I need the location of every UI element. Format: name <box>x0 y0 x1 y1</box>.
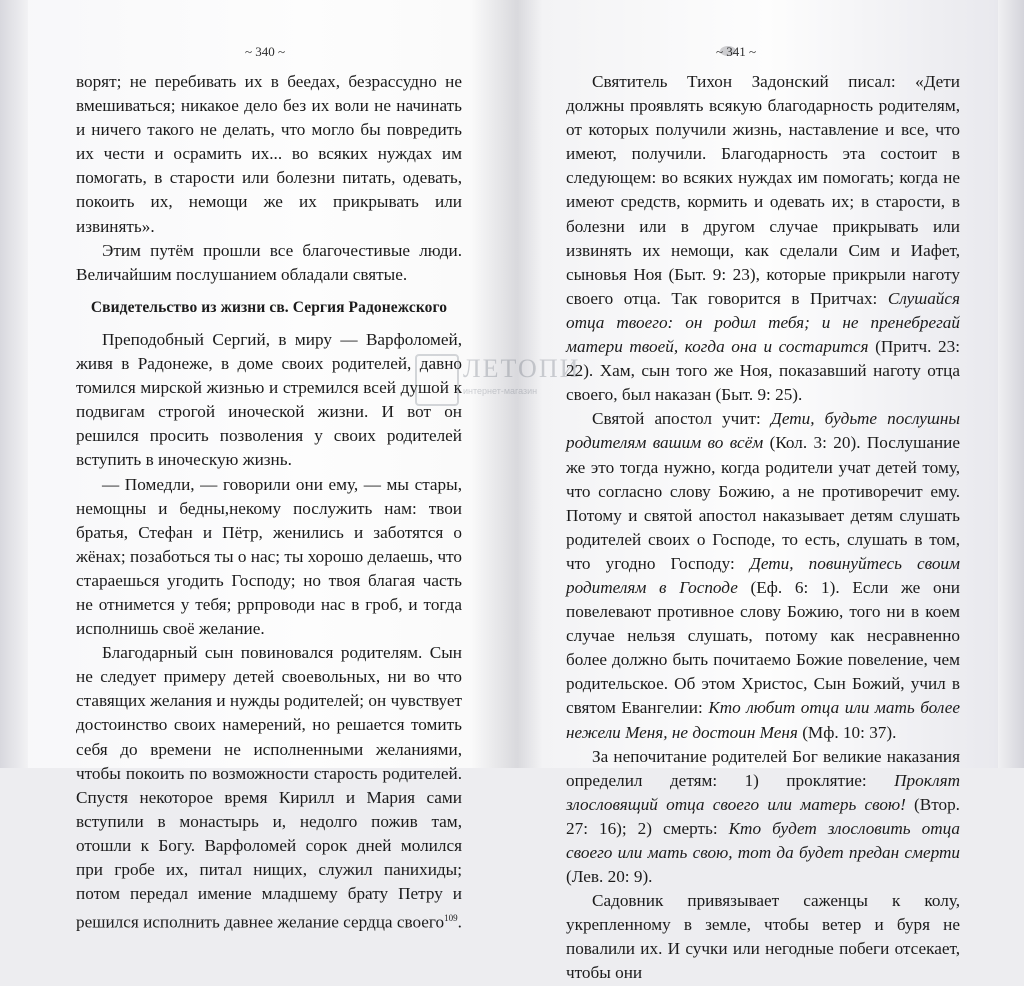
right-page-number: ~ 341 ~ <box>716 44 757 59</box>
paragraph: ворят; не перебивать их в беедах, безрассудно не вмешиваться; никакое дело без их воли не начинать и ничего такого не делать, что могло бы повредить их чести и осрамить их... во всяких нуждах им помогать, в старости или болезни питать, одевать, покоить их, немощи же их прикрывать или извинять». <box>76 72 462 236</box>
paragraph: Святитель Тихон Задонский писал: «Дети должны проявлять всякую благодарность родителям, от которых получили жизнь, наставление и все, что имеют, получили. Благодарность эта состоит в следующем: во всяких нуждах им помогать; когда не имеют средств, кормить и одевать их; в старости, в болезни или в другом случае прикрывать или извинять их немощи, как сделали Сим и Иафет, сыновья Ноя (Быт. 9: 23), которые прикрыли наготу своего отца. Так говорится в Притчах: Слушайся отца твоего: он родил тебя; и не пренебрегай матери твоей, когда она и состарится (Притч. 23: 22). Хам, сын того же Ноя, показавший наготу отца своего, был наказан (Быт. 9: 25). <box>566 72 961 405</box>
book-edge-left <box>0 0 28 768</box>
right-page-text <box>566 70 960 986</box>
book-logo-icon <box>415 354 459 406</box>
paragraph: Этим путём прошли все благочестивые люди. Величайшим послушанием обладали святые. <box>76 240 462 284</box>
watermark-subtitle: интернет-магазин <box>463 386 538 396</box>
paragraph: — Помедли, — говорили они ему, — мы стары, немощны и бедны,некому послужить нам: твои братья, Стефан и Пётр, женились и заботятся о жёнах; позаботься ты о нас; ты хорошо делаешь, что стараешься угодить Господу; но твоя благая часть не отнимется у тебя; ррпроводи нас в гроб, и тогда исполнишь своё желание. <box>76 474 462 639</box>
left-page-number: ~ 340 ~ <box>245 44 286 59</box>
paragraph: За непочитание родителей Бог великие наказания определил детям: 1) проклятие: Проклят злословящий отца своего или матерь свою! (Втор. 27: 16); 2) смерть: Кто будет злословить отца своего или мать свою, тот да будет предан смерти (Лев. 20: 9). <box>566 746 961 887</box>
book-edge-right <box>998 0 1024 768</box>
store-watermark <box>415 350 615 410</box>
section-heading: Свидетельство из жизни св. Сергия Радонежского <box>90 298 448 316</box>
paragraph: Святой апостол учит: Дети, будьте послушны родителям вашим во всём (Кол. 3: 20). Послушание же это тогда нужно, когда родители учат детей тому, что согласно слову Божию, а не противоречит ему. Потому и святой апостол наказывает детям слушать родителей своих о Господе, то есть, слушать в том, что угодно Господу: Дети, повинуйтесь своим родителям в Господе (Еф. 6: 1). Если же они повелевают противное слову Божию, того ни в коем случае нельзя слушать, потому как несравненно более должно быть почитаемо Божие повеление, чем родительское. Об этом Христос, Сын Божий, учил в святом Евангелии: Кто любит отца или мать более нежели Меня, не достоин Меня (Мф. 10: 37). <box>566 409 961 742</box>
watermark-title: ЛЕТОПИ <box>463 354 581 383</box>
paragraph: Садовник привязывает саженцы к колу, укрепленному в земле, чтобы ветер и буря не повалили их. И сучки или негодные побеги отсекает, чтобы они <box>566 891 960 983</box>
left-page-text <box>76 70 462 935</box>
footnote-mark: 109 <box>444 913 458 924</box>
paragraph: Преподобный Сергий, в миру — Варфоломей, живя в Радонеже, в доме своих родителей, давно томился мирской жизнью и стремился всей душой к подвигам строгой иноческой жизни. И вот он решился просить позволения у своих родителей вступить в иноческую жизнь. <box>76 329 462 470</box>
paragraph: Благодарный сын повиновался родителям. Сын не следует примеру детей своевольных, ни во что ставящих желания и нужды родителей; он чувствует достоинство своих намерений, но решается томить себя до времени не исполненными желаниями, чтобы покоить по возможности старость родителей. Спустя некоторое время Кирилл и Мария сами вступили в монастырь и, недолго пожив там, отошли к Богу. Варфоломей сорок дней молился при гробе их, питал нищих, служил панихиды; потом передал имение младшему брату Петру и решился исполнить давнее желание сердца своего$^{109}$. <box>76 643 462 932</box>
